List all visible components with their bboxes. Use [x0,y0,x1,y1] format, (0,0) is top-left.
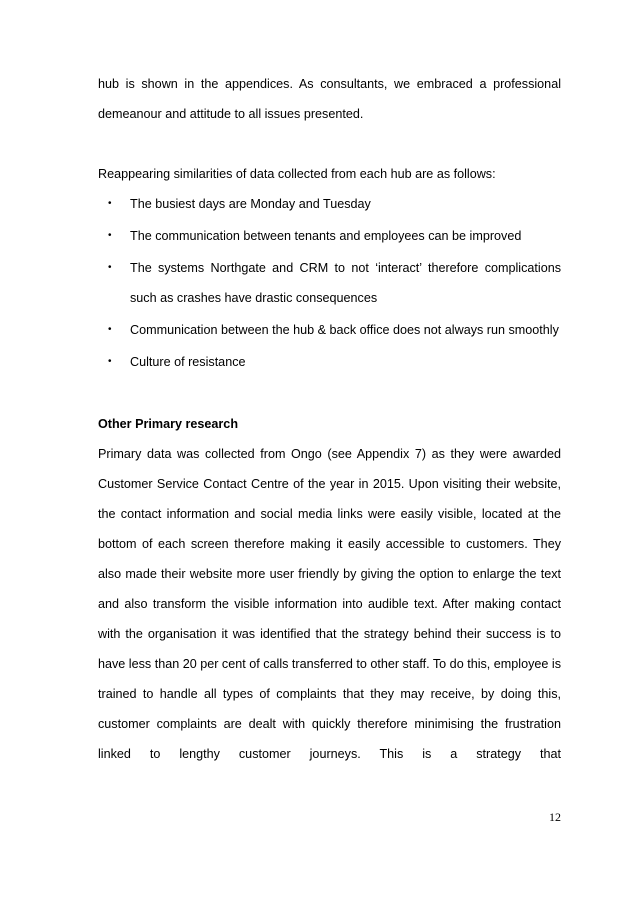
list-item [98,189,561,219]
list-item-text: Communication between the hub & back office does not always run smoothly [130,323,559,337]
intro-paragraph: hub is shown in the appendices. As consultants, we embraced a professional demeanour and attitude to all issues presented. [98,77,561,121]
list-item-text: Culture of resistance [130,355,246,369]
page-content [98,69,561,769]
section-heading: Other Primary research [98,417,239,431]
list-item [98,347,561,377]
list-item-text: The systems Northgate and CRM to not ‘interact’ therefore complications such as crashes have drastic consequences [130,261,561,305]
spacer [98,379,561,409]
list-item [98,315,561,345]
list-item [98,253,561,313]
body-paragraph: Primary data was collected from Ongo (see Appendix 7) as they were awarded Customer Service Contact Centre of the year in 2015. Upon visiting their website, the contact information and social media links were easily visible, located at the bottom of each screen therefore making it easily accessible to customers. They also made their website more user friendly by giving the option to enlarge the text and also transform the visible information into audible text. After making contact with the organisation it was identified that the strategy behind their success is to have less than 20 per cent of calls transferred to other staff. To do this, employee is trained to handle all types of complaints that they may receive, by doing this, customer complaints are dealt with quickly therefore minimising the frustration linked to lengthy customer journeys. This is a strategy that [98,447,561,761]
bullet-icon: • [108,230,112,241]
list-item-text: The busiest days are Monday and Tuesday [130,197,371,211]
similarities-intro: Reappearing similarities of data collected from each hub are as follows: [98,167,496,181]
similarities-list [98,189,561,377]
bullet-icon: • [108,262,112,273]
page-number: 12 [549,810,561,824]
list-item [98,221,561,251]
list-item-text: The communication between tenants and employees can be improved [130,229,522,243]
bullet-icon: • [108,324,112,335]
bullet-icon: • [108,198,112,209]
spacer [98,129,561,159]
bullet-icon: • [108,356,112,367]
